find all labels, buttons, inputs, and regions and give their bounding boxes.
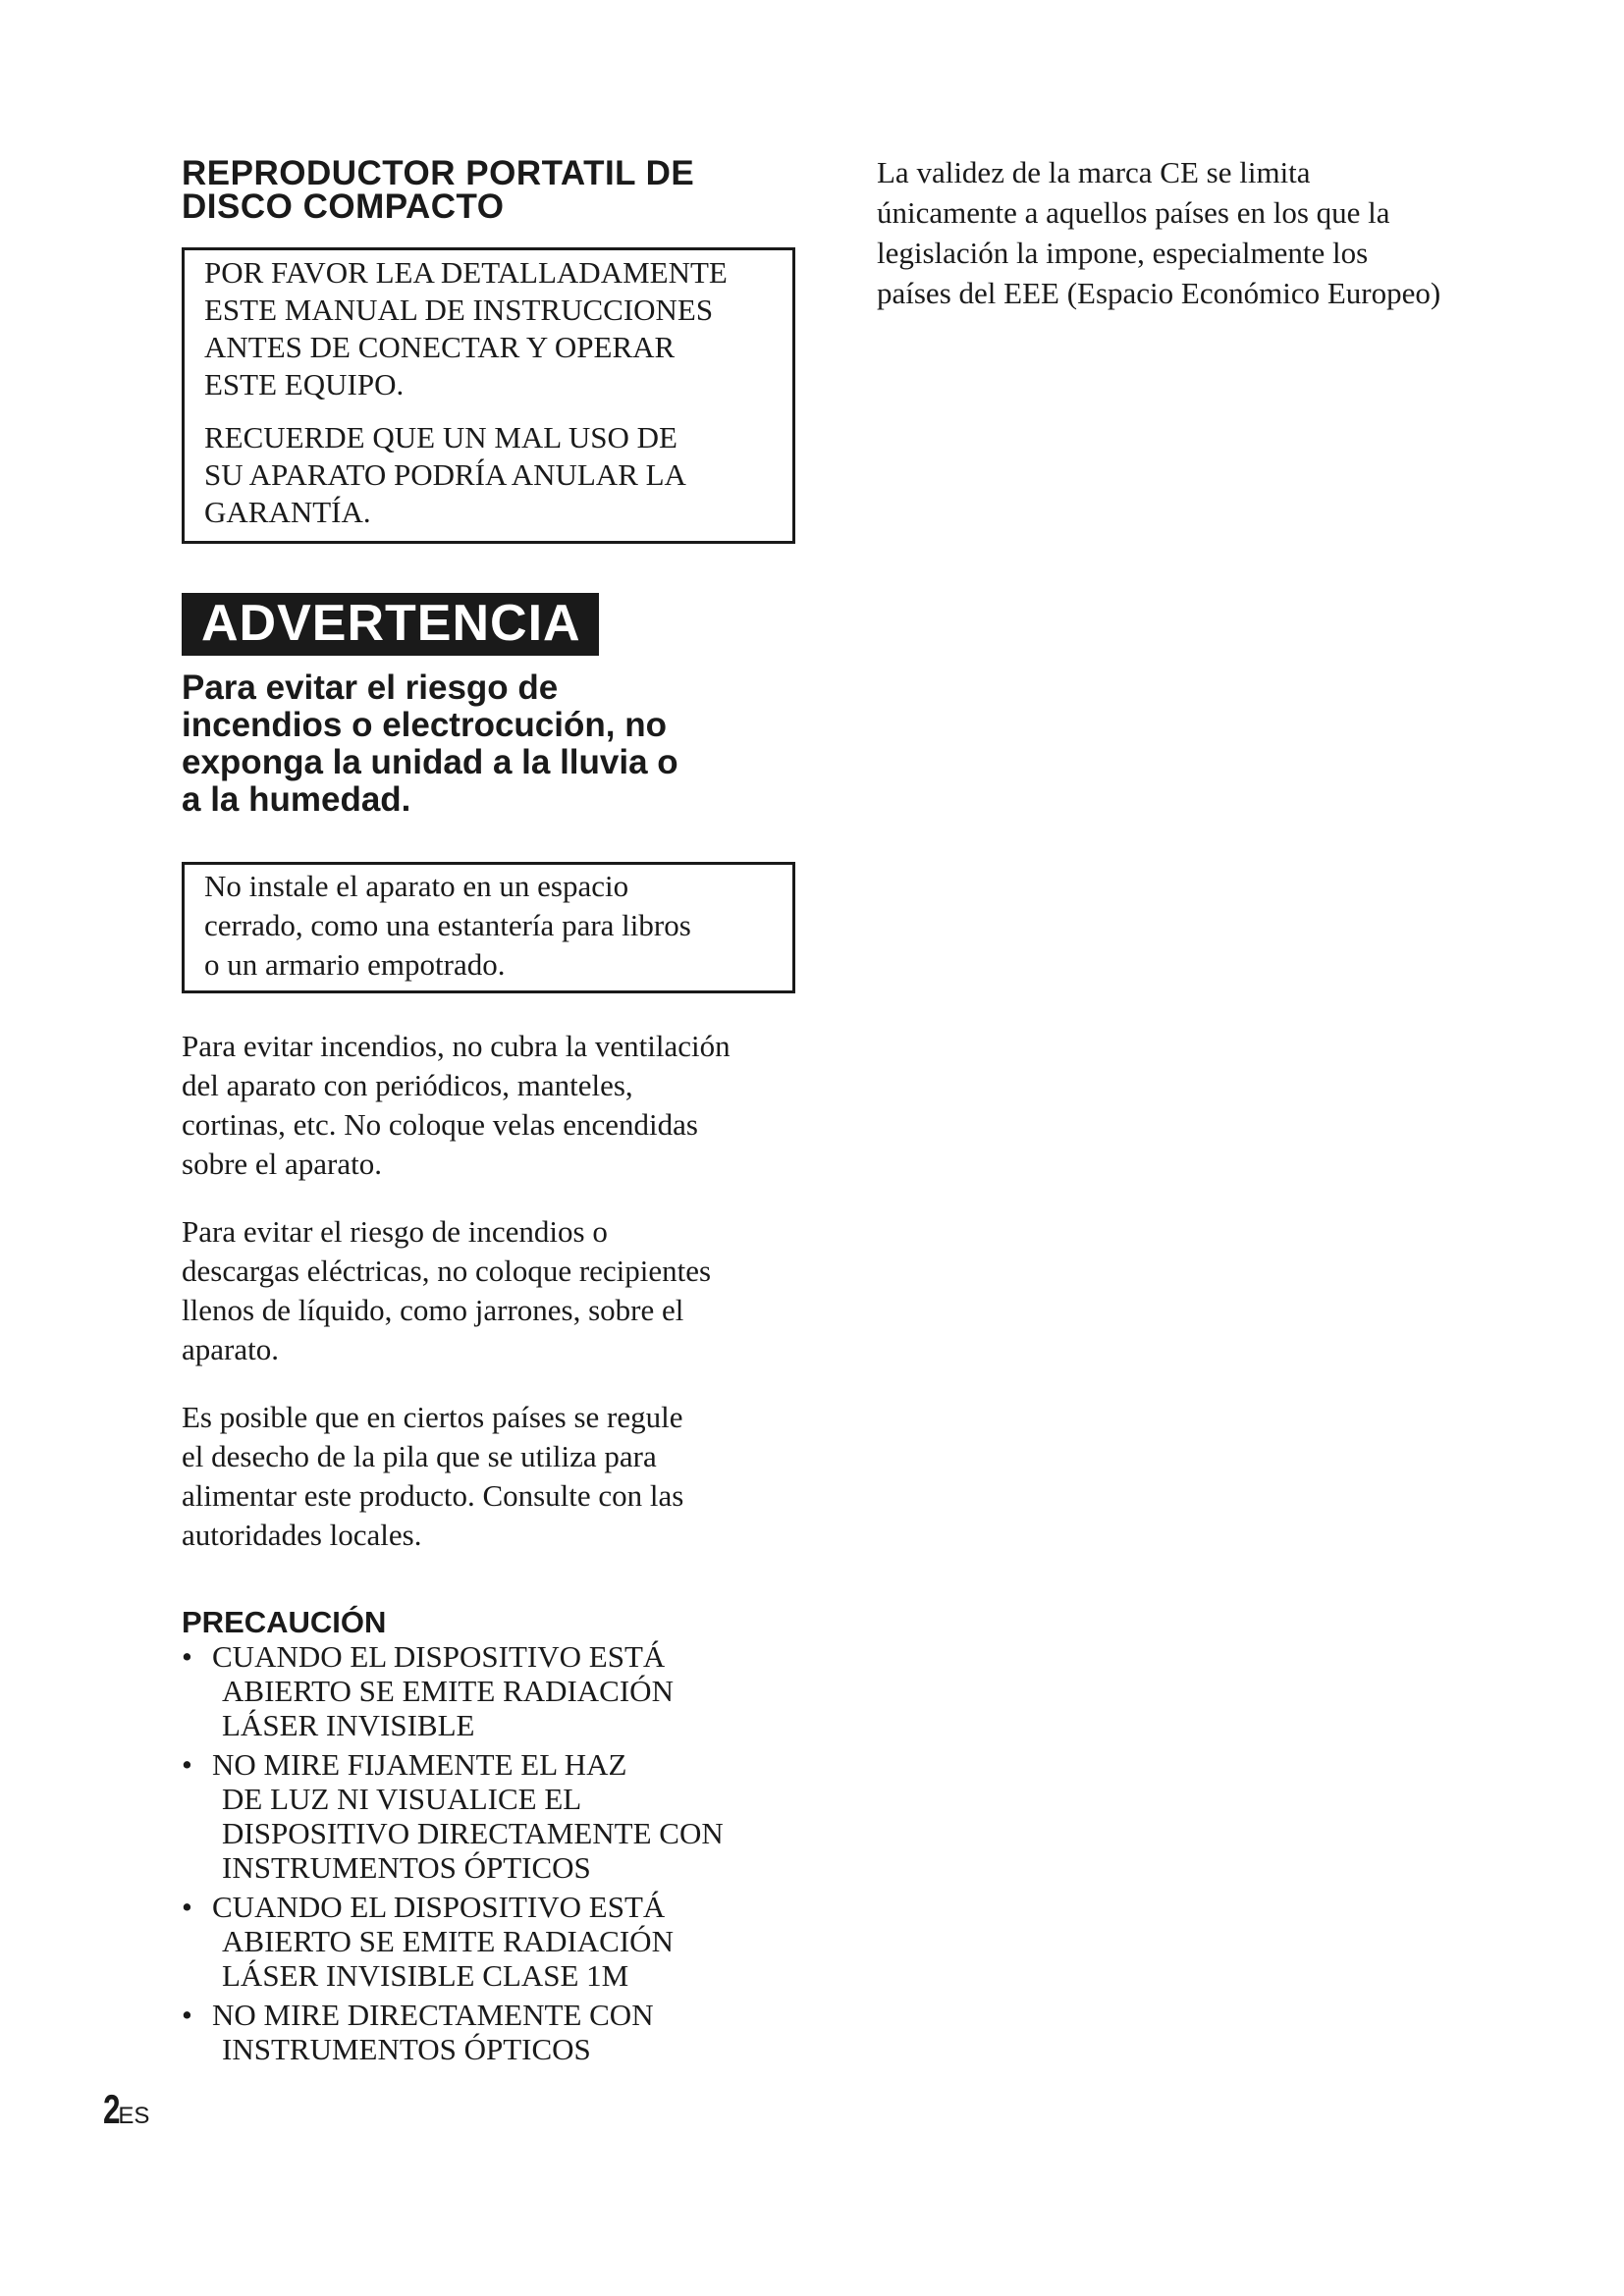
caution-line: INSTRUMENTOS ÓPTICOS — [222, 2032, 591, 2066]
install-line: No instale el aparato en un espacio — [204, 869, 629, 903]
caution-line: ABIERTO SE EMITE RADIACIÓN — [222, 1674, 674, 1708]
install-line: cerrado, como una estantería para libros — [204, 908, 691, 942]
caution-item — [182, 1998, 795, 2066]
caution-line: DE LUZ NI VISUALICE EL — [222, 1782, 582, 1816]
caution-line: LÁSER INVISIBLE CLASE 1M — [222, 1958, 629, 1993]
paragraph-line: La validez de la marca CE se limita — [877, 155, 1311, 189]
paragraph-line: el desecho de la pila que se utiliza para — [182, 1439, 657, 1473]
notice-line: ANTES DE CONECTAR Y OPERAR — [204, 330, 676, 364]
caution-line: CUANDO EL DISPOSITIVO ESTÁ — [212, 1639, 666, 1674]
paragraph-line: Es posible que en ciertos países se regule — [182, 1400, 683, 1434]
paragraph-line: sobre el aparato. — [182, 1147, 382, 1181]
caution-item — [182, 1747, 795, 1885]
notice-line: SU APARATO PODRÍA ANULAR LA — [204, 457, 686, 492]
language-code: ES — [118, 2103, 150, 2129]
notice-line: ESTE EQUIPO. — [204, 367, 405, 401]
paragraph-line: cortinas, etc. No coloque velas encendidas — [182, 1107, 698, 1142]
paragraph-line: países del EEE (Espacio Económico Europeo) — [877, 276, 1441, 310]
notice-line: GARANTÍA. — [204, 495, 371, 529]
install-notice-box — [182, 862, 795, 993]
right-column — [877, 152, 1505, 313]
fire-ventilation-paragraph — [182, 1027, 795, 1184]
caution-line: INSTRUMENTOS ÓPTICOS — [222, 1850, 591, 1885]
paragraph-line: Para evitar el riesgo de incendios o — [182, 1214, 608, 1249]
caution-item — [182, 1639, 795, 1742]
bullet: • — [182, 1747, 192, 1782]
paragraph-line: únicamente a aquellos países en los que la — [877, 195, 1390, 230]
left-column — [182, 154, 795, 2066]
notice-box — [182, 247, 795, 544]
bullet: • — [182, 1890, 192, 1924]
paragraph-line: llenos de líquido, como jarrones, sobre el — [182, 1293, 684, 1327]
install-paragraph — [204, 867, 777, 985]
page-footer — [103, 2086, 149, 2133]
notice-line: POR FAVOR LEA DETALLADAMENTE — [204, 255, 728, 290]
caution-line: ABIERTO SE EMITE RADIACIÓN — [222, 1924, 674, 1958]
heading-line: REPRODUCTOR PORTATIL DE — [182, 154, 695, 192]
paragraph-line: autoridades locales. — [182, 1518, 422, 1552]
caution-list — [182, 1639, 795, 2066]
warning-line: incendios o electrocución, no — [182, 706, 667, 744]
paragraph-line: alimentar este producto. Consulte con las — [182, 1478, 684, 1513]
install-line: o un armario empotrado. — [204, 947, 506, 982]
notice-paragraph — [204, 419, 777, 531]
bullet: • — [182, 1639, 192, 1674]
warning-line: Para evitar el riesgo de — [182, 668, 559, 707]
page-number: 2 — [103, 2086, 121, 2132]
paragraph-line: Para evitar incendios, no cubra la ventilación — [182, 1029, 731, 1063]
liquid-warning-paragraph — [182, 1212, 795, 1369]
caution-title: PRECAUCIÓN — [182, 1605, 387, 1639]
warning-line: exponga la unidad a la lluvia o — [182, 743, 678, 781]
caution-line: DISPOSITIVO DIRECTAMENTE CON — [222, 1816, 724, 1850]
caution-line: NO MIRE FIJAMENTE EL HAZ — [212, 1747, 627, 1782]
paragraph-line: aparato. — [182, 1332, 279, 1366]
notice-line: ESTE MANUAL DE INSTRUCCIONES — [204, 293, 714, 327]
notice-line: RECUERDE QUE UN MAL USO DE — [204, 420, 677, 454]
warning-text — [182, 669, 795, 819]
document-heading — [182, 154, 795, 226]
caution-line: CUANDO EL DISPOSITIVO ESTÁ — [212, 1890, 666, 1924]
heading-line: DISCO COMPACTO — [182, 187, 505, 226]
warning-line: a la humedad. — [182, 780, 411, 819]
caution-line: LÁSER INVISIBLE — [222, 1708, 475, 1742]
ce-mark-paragraph — [877, 152, 1505, 313]
bullet: • — [182, 1998, 192, 2032]
caution-item — [182, 1890, 795, 1993]
notice-paragraph — [204, 254, 777, 403]
paragraph-line: del aparato con periódicos, manteles, — [182, 1068, 633, 1102]
warning-title: ADVERTENCIA — [182, 593, 599, 656]
caution-line: NO MIRE DIRECTAMENTE CON — [212, 1998, 654, 2032]
paragraph-line: descargas eléctricas, no coloque recipientes — [182, 1254, 712, 1288]
battery-disposal-paragraph — [182, 1398, 795, 1555]
paragraph-line: legislación la impone, especialmente los — [877, 236, 1369, 270]
